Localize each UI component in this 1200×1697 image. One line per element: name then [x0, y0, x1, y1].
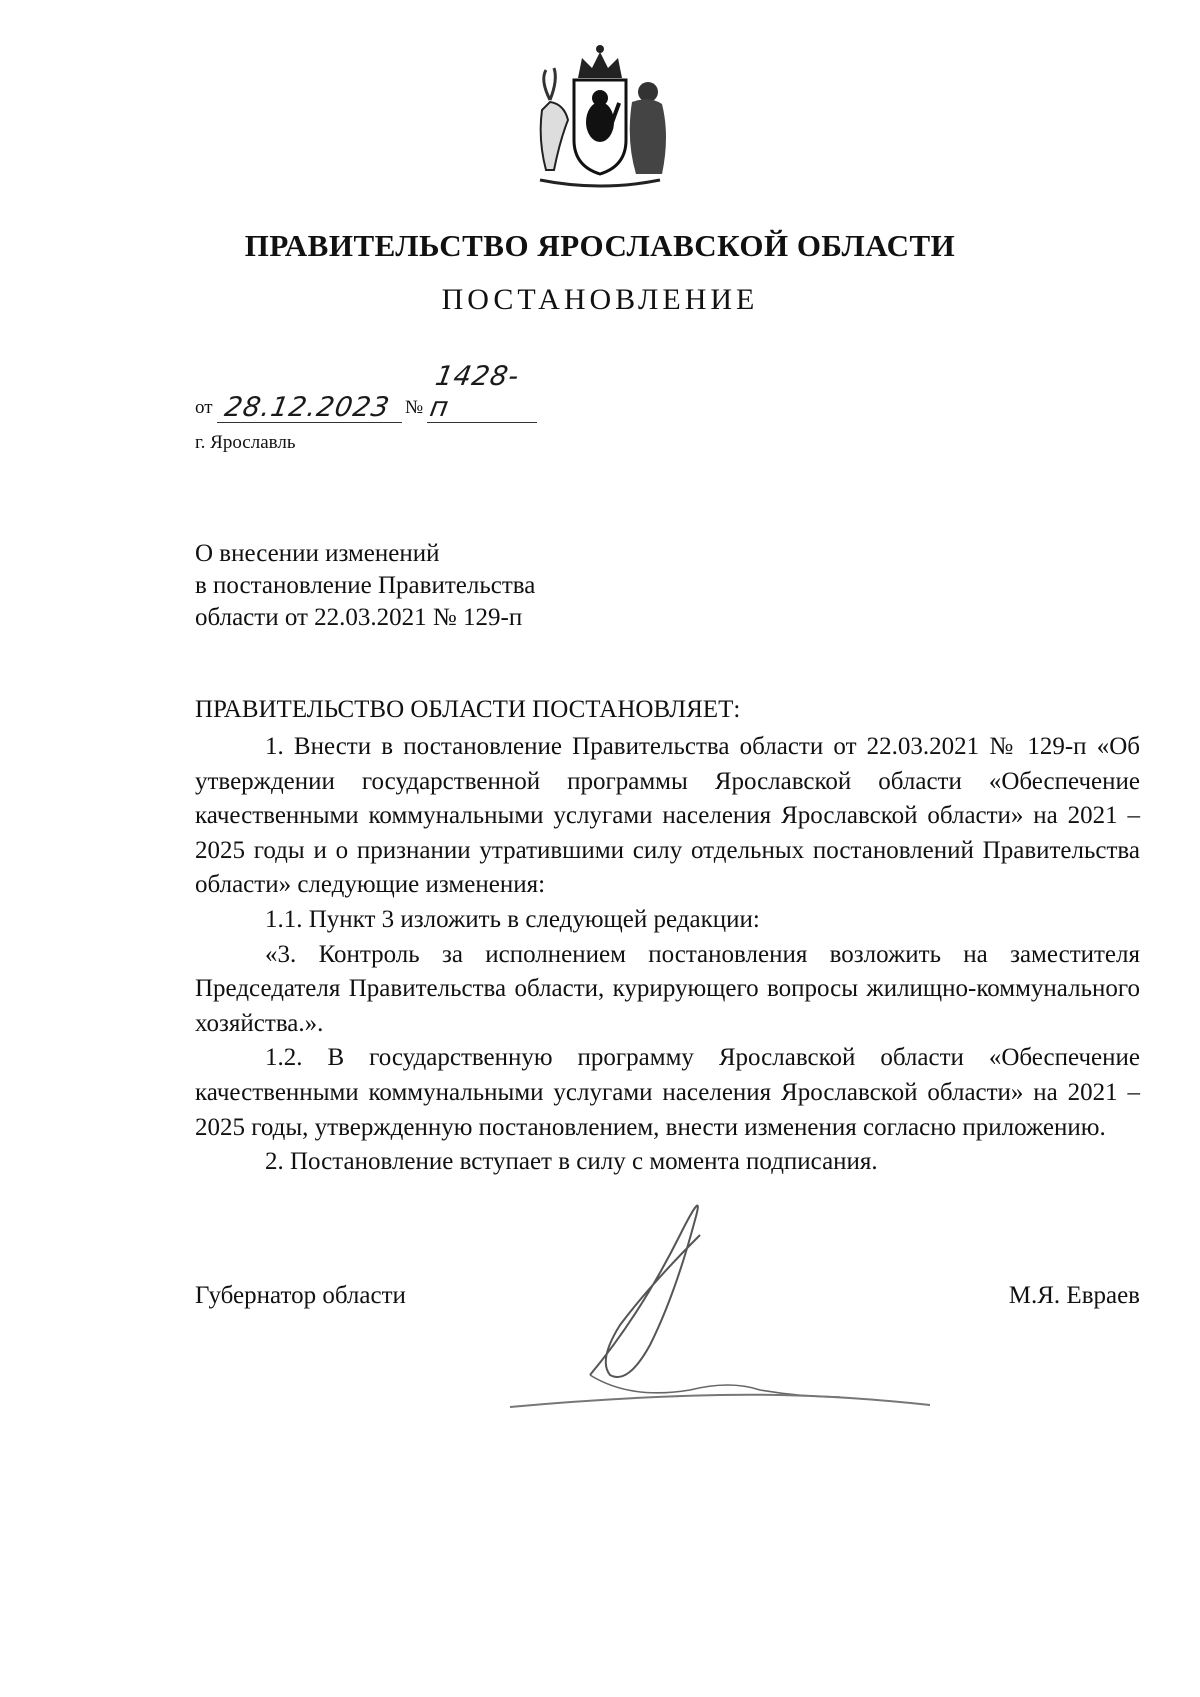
subject-line: области от 22.03.2021 № 129-п	[195, 604, 523, 631]
paragraph-1: 1. Внести в постановление Правительства области от 22.03.2021 № 129-п «Об утверждении государственной программы Ярославской области «Обеспечение качественными коммунальными услугами населения Ярославской области» на 2021 – 2025 годы и о признании утратившими силу отдельных постановлений Правительства области» следующие изменения:	[195, 733, 1140, 899]
document-subject	[195, 538, 535, 634]
paragraph-1-1: 1.1. Пункт 3 изложить в следующей редакции:	[265, 905, 760, 933]
paragraph-2: 2. Постановление вступает в силу с момента подписания.	[265, 1148, 878, 1176]
number-prefix: №	[405, 397, 424, 418]
number-handwritten: 1428-п	[427, 361, 522, 423]
document-type: ПОСТАНОВЛЕНИЕ	[441, 283, 759, 316]
date-handwritten: 28.12.2023	[222, 392, 393, 423]
coat-of-arms-emblem	[520, 40, 680, 200]
organization-title: ПРАВИТЕЛЬСТВО ЯРОСЛАВСКОЙ ОБЛАСТИ	[244, 228, 956, 263]
date-prefix: от	[195, 397, 213, 418]
city: г. Ярославль	[195, 432, 296, 453]
subject-line: О внесении изменений	[195, 540, 440, 567]
decree-heading: ПРАВИТЕЛЬСТВО ОБЛАСТИ ПОСТАНОВЛЯЕТ:	[195, 696, 741, 723]
handwritten-signature	[500, 1175, 940, 1420]
signatory-role: Губернатор области	[195, 1282, 406, 1309]
paragraph-1-2: 1.2. В государственную программу Ярославской области «Обеспечение качественными коммунальными услугами населения Ярославской области» на 2021 – 2025 годы, утвержденную постановлением, внести изменения согласно приложению.	[195, 1044, 1140, 1141]
paragraph-1-1-quote: «3. Контроль за исполнением постановления возложить на заместителя Председателя Правительства области, курирующего вопросы жилищно-коммунального хозяйства.».	[195, 940, 1140, 1037]
subject-line: в постановление Правительства	[195, 572, 536, 599]
decree-body	[195, 730, 1140, 1180]
signatory-name: М.Я. Евраев	[1008, 1282, 1140, 1309]
